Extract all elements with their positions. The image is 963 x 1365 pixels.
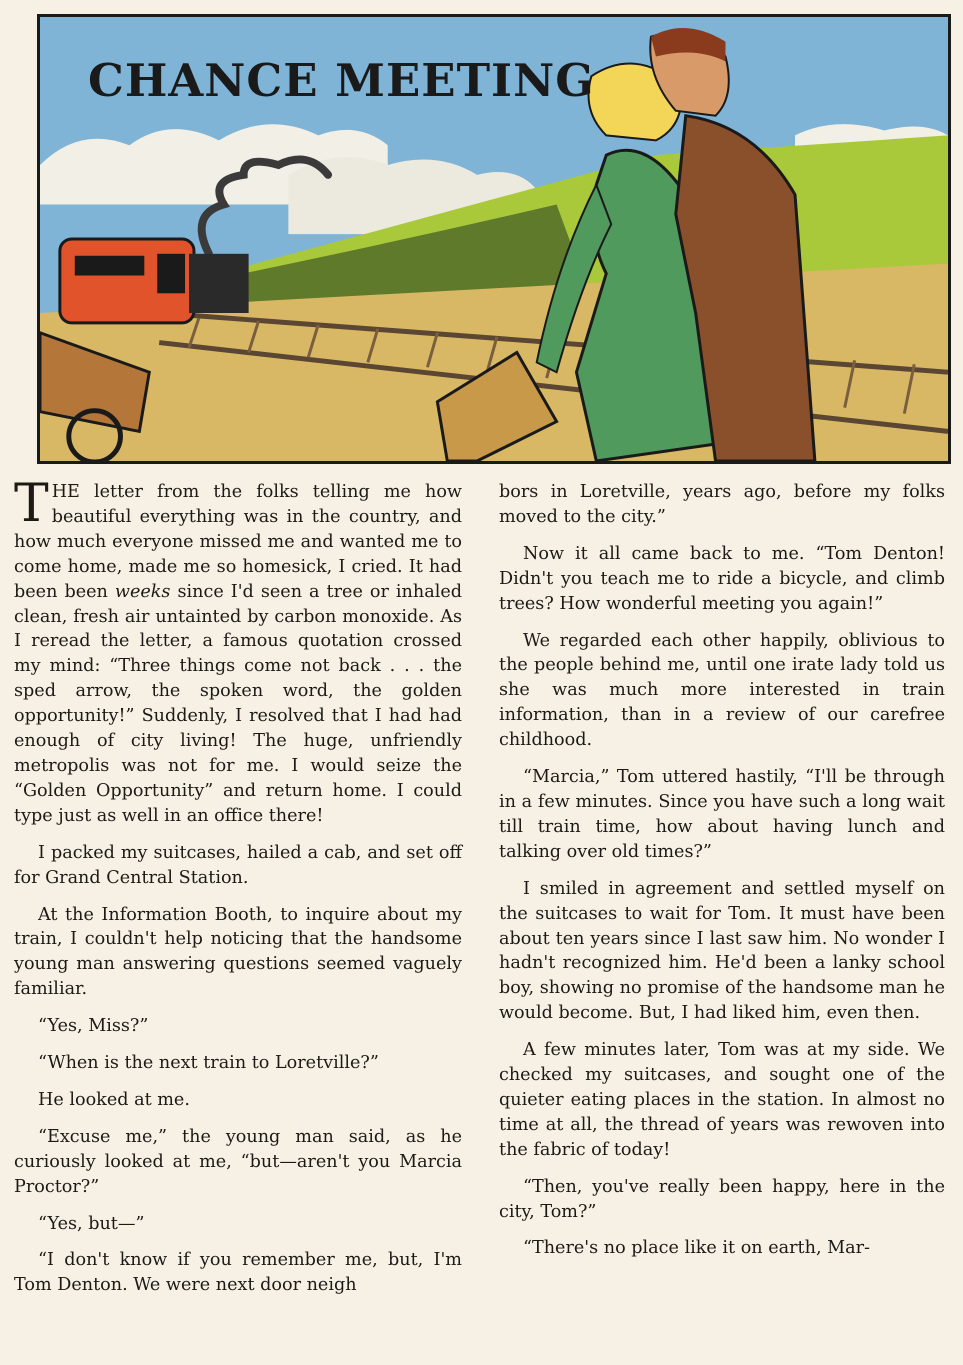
paragraph: “When is the next train to Loretville?” [38, 1053, 379, 1074]
paragraph: I packed my suitcases, hailed a cab, and set off for Grand Central Station. [14, 842, 462, 888]
paragraph: He looked at me. [38, 1089, 190, 1110]
paragraph-text: HE letter from the folks telling me how beautiful everything was in the country, and how much everyone missed me and wanted me to come home, made me so homesick, I cried. It had been been [14, 482, 462, 602]
story-text [0, 474, 963, 1365]
story-title: CHANCE MEETING [88, 54, 595, 107]
paragraph: We regarded each other happily, oblivious to the people behind me, until one irate lady told us she was much more interested in train information, than in a review of our carefree childhood. [499, 630, 945, 751]
paragraph: bors in Loretville, years ago, before my folks moved to the city.” [499, 482, 945, 527]
paragraph: “Then, you've really been happy, here in the city, Tom?” [499, 1176, 945, 1222]
paragraph-opening [14, 474, 462, 829]
paragraph: “Marcia,” Tom uttered hastily, “I'll be through in a few minutes. Since you have such a long wait till train time, how about having lunch and talking over old times?” [499, 767, 945, 862]
paragraph: “Excuse me,” the young man said, as he curiously looked at me, “but—aren't you Marcia Proctor?” [14, 1126, 462, 1197]
paragraph: A few minutes later, Tom was at my side. We checked my suitcases, and sought one of the quieter eating places in the station. In almost no time at all, the thread of years was rewoven into the fabric of today! [499, 1040, 945, 1160]
paragraph-text: since I'd seen a tree or inhaled clean, fresh air untainted by carbon monoxide. As I reread the letter, a famous quotation crossed my mind: “Three things come not back . . . the sped arrow, the spoken word, the golden opportunity!” Suddenly, I resolved that I had had enough of city living! The huge, unfriendly metropolis was not for me. I would seize the “Golden Opportunity” and return home. I could type just as well in an office there! [14, 581, 462, 826]
emphasis-text: weeks [114, 581, 171, 602]
paragraph: Now it all came back to me. “Tom Denton! Didn't you teach me to ride a bicycle, and climb trees? How wonderful meeting you again!” [499, 543, 945, 614]
drop-cap: T [14, 474, 49, 534]
paragraph: At the Information Booth, to inquire about my train, I couldn't help noticing that the handsome young man answering questions seemed vaguely familiar. [14, 904, 462, 1000]
left-column [14, 474, 462, 1310]
paragraph: I smiled in agreement and settled myself on the suitcases to wait for Tom. It must have been about ten years since I last saw him. No wonder I hadn't recognized him. He'd been a lanky school boy, showing no promise of the handsome man he would become. But, I had liked him, even then. [499, 878, 945, 1024]
paragraph: “Yes, Miss?” [38, 1016, 149, 1037]
paragraph: “There's no place like it on earth, Mar- [523, 1238, 870, 1259]
right-column [499, 480, 945, 1273]
paragraph: “I don't know if you remember me, but, I'm Tom Denton. We were next door neigh [14, 1250, 462, 1296]
paragraph: “Yes, but—” [38, 1213, 145, 1234]
